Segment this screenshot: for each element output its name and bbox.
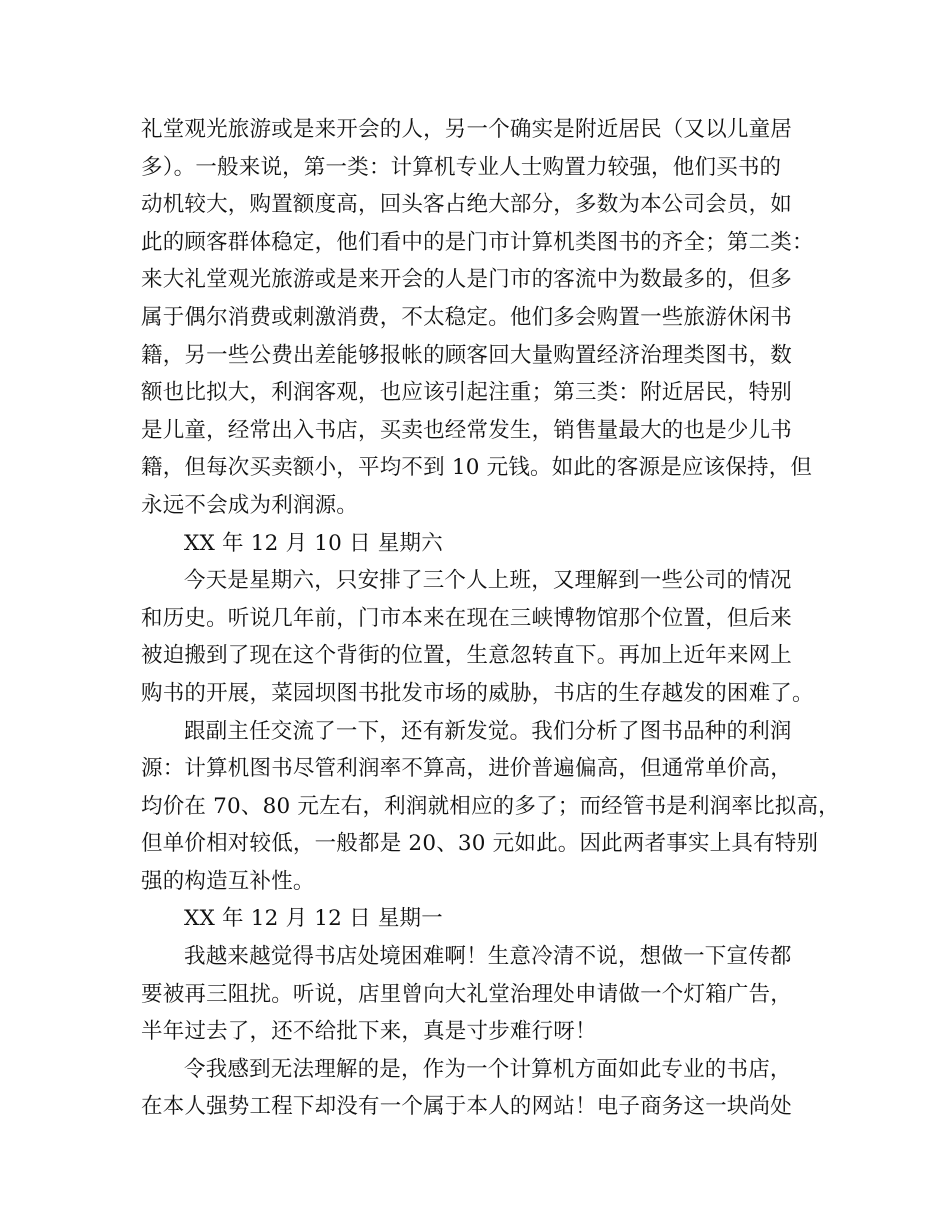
text-line: 源：计算机图书尽管利润率不算高，进价普遍偏高，但通常单价高，: [141, 756, 793, 782]
date-heading: XX 年 12 月 10 日 星期六: [184, 530, 443, 556]
text-line: 属于偶尔消费或刺激消费，不太稳定。他们多会购置一些旅游休闲书: [141, 304, 793, 330]
text-line: 此的顾客群体稳定，他们看中的是门市计算机类图书的齐全；第二类：: [141, 229, 814, 255]
text-line: 半年过去了，还不给批下来，真是寸步难行呀！: [141, 1019, 597, 1045]
text-line: 和历史。听说几年前，门市本来在现在三峡博物馆那个位置，但后来: [141, 605, 793, 631]
text-line: 要被再三阻扰。听说，店里曾向大礼堂治理处申请做一个灯箱广告，: [141, 981, 793, 1007]
text-line: 永远不会成为利润源。: [141, 492, 359, 518]
text-line: 来大礼堂观光旅游或是来开会的人是门市的客流中为数最多的，但多: [141, 267, 793, 293]
text-line: 额也比拟大，利润客观，也应该引起注重；第三类：附近居民，特别: [141, 380, 793, 406]
document-body: [141, 111, 840, 1126]
text-line: 跟副主任交流了一下，还有新发觉。我们分析了图书品种的利润: [184, 718, 792, 744]
text-line: 动机较大，购置额度高，回头客占绝大部分，多数为本公司会员，如: [141, 192, 793, 218]
text-line: 今天是星期六，只安排了三个人上班，又理解到一些公司的情况: [184, 568, 792, 594]
text-line: 是儿童，经常出入书店，买卖也经常发生，销售量最大的也是少儿书: [141, 417, 793, 443]
text-line: 但单价相对较低，一般都是 20、30 元如此。因此两者事实上具有特别: [141, 831, 819, 857]
text-line: 礼堂观光旅游或是来开会的人，另一个确实是附近居民（又以儿童居: [141, 117, 793, 142]
text-line: 籍，但每次买卖额小，平均不到 10 元钱。如此的客源是应该保持，但: [141, 455, 813, 481]
text-line: 强的构造互补性。: [141, 868, 315, 894]
text-line: 多）。一般来说，第一类：计算机专业人士购置力较强，他们买书的: [141, 154, 782, 180]
text-line: 在本人强势工程下却没有一个属于本人的网站！电子商务这一块尚处: [141, 1094, 793, 1120]
text-line: 籍，另一些公费出差能够报帐的顾客回大量购置经济治理类图书，数: [141, 342, 793, 368]
date-heading: XX 年 12 月 12 日 星期一: [184, 906, 443, 932]
text-line: 我越来越觉得书店处境困难啊！生意冷清不说，想做一下宣传都: [184, 944, 792, 970]
text-line: 均价在 70、80 元左右，利润就相应的多了；而经管书是利润率比拟高，: [141, 793, 840, 819]
text-line: 购书的开展，菜园坝图书批发市场的威胁，书店的生存越发的困难了。: [141, 680, 814, 706]
text-line: 被迫搬到了现在这个背街的位置，生意忽转直下。再加上近年来网上: [141, 643, 793, 669]
text-line: 令我感到无法理解的是，作为一个计算机方面如此专业的书店，: [184, 1056, 792, 1082]
